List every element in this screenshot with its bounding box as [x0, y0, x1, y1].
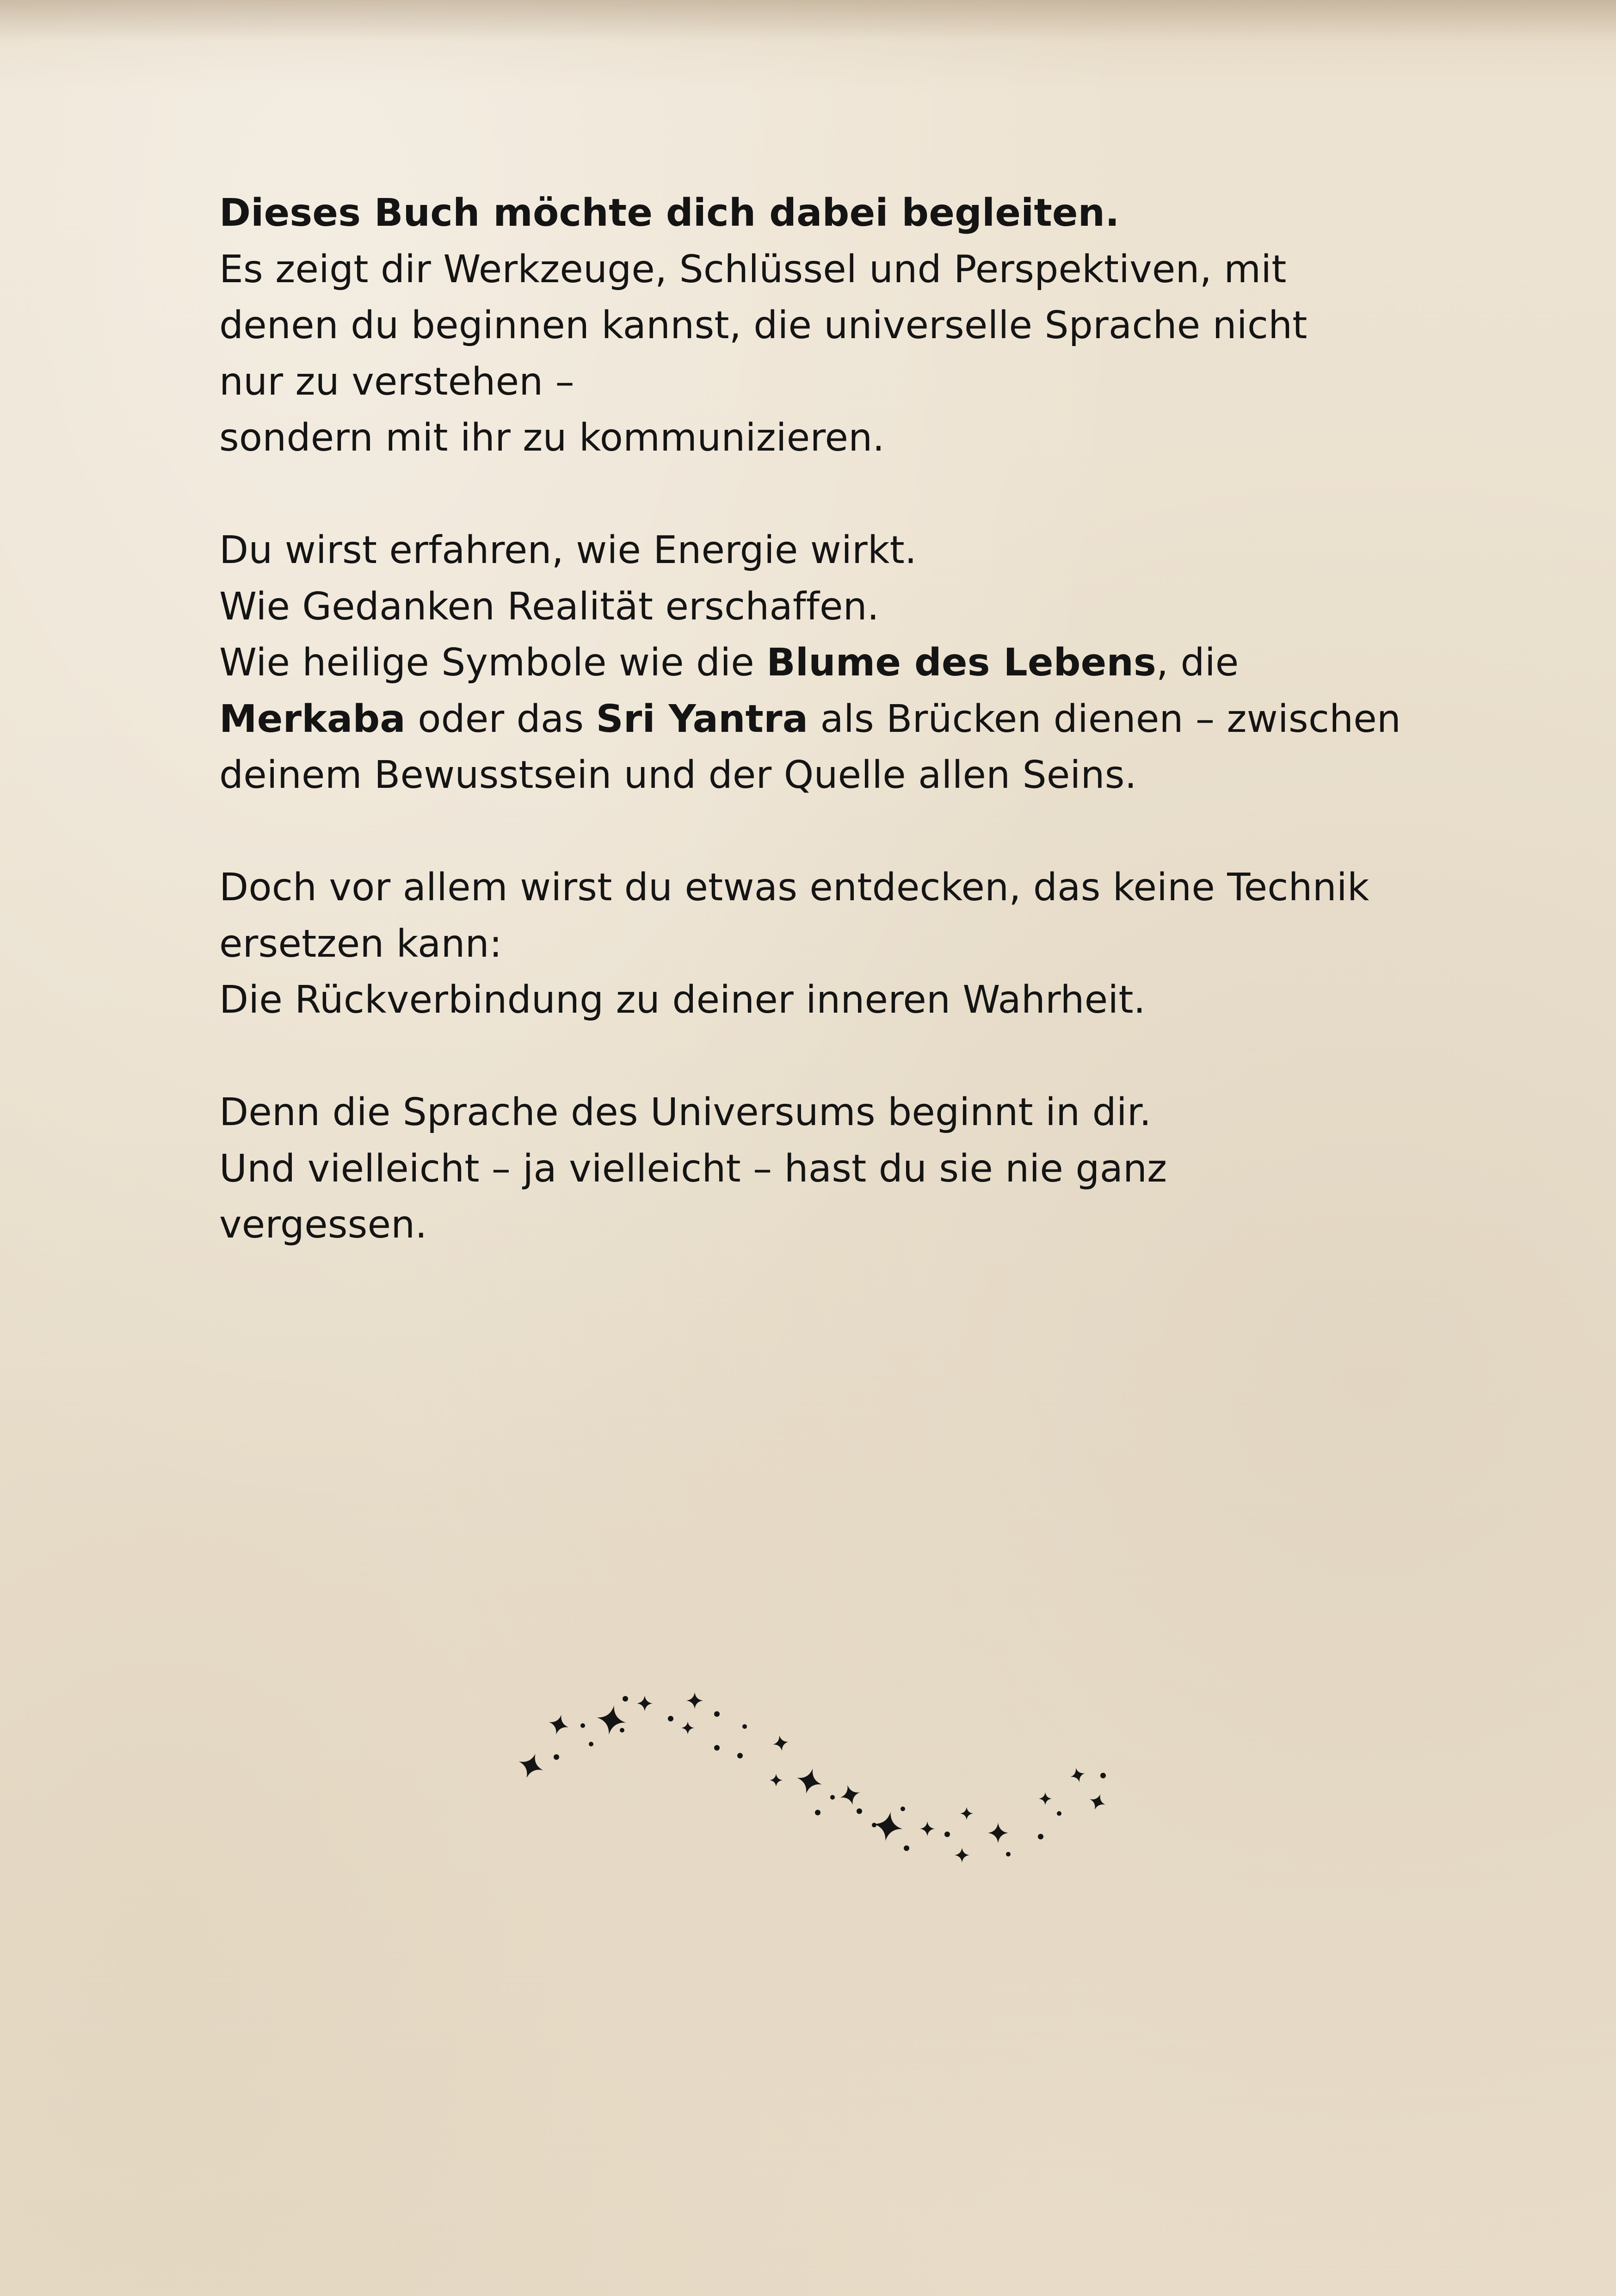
paper-top-shadow: [0, 0, 1616, 42]
paragraph-discovery: [219, 860, 1468, 1028]
intro-heading: Dieses Buch möchte dich dabei begleiten.: [219, 191, 1120, 235]
text-segment: oder das: [405, 697, 596, 741]
text-line: deinem Bewusstsein und der Quelle allen Seins.: [219, 753, 1137, 797]
text-line: Die Rückverbindung zu deiner inneren Wahrheit.: [219, 978, 1146, 1022]
text-line: Wie Gedanken Realität erschaffen.: [219, 584, 880, 629]
page-body-text: [219, 185, 1468, 1309]
text-line: Und vielleicht – ja vielleicht – hast du sie nie ganz: [219, 1146, 1167, 1191]
text-line: nur zu verstehen –: [219, 359, 574, 404]
text-line: sondern mit ihr zu kommunizieren.: [219, 416, 885, 460]
sparkle-group: [514, 1692, 1108, 1863]
text-line: Denn die Sprache des Universums beginnt in dir.: [219, 1090, 1152, 1134]
text-segment: als Brücken dienen – zwischen: [808, 697, 1401, 741]
text-line: Du wirst erfahren, wie Energie wirkt.: [219, 528, 917, 572]
bold-term-blume-des-lebens: Blume des Lebens: [766, 641, 1157, 685]
text-line: Es zeigt dir Werkzeuge, Schlüssel und Perspektiven, mit: [219, 247, 1287, 291]
bold-term-merkaba: Merkaba: [219, 697, 406, 741]
sparkle-trail-icon: [509, 1675, 1119, 1874]
text-line: denen du beginnen kannst, die universelle Sprache nicht: [219, 303, 1308, 347]
bold-term-sri-yantra: Sri Yantra: [596, 697, 808, 741]
text-line: ersetzen kann:: [219, 922, 502, 966]
text-line: Doch vor allem wirst du etwas entdecken, das keine Technik: [219, 866, 1369, 910]
paragraph-intro: [219, 185, 1468, 466]
text-line-symbols: [219, 691, 1468, 748]
text-line: vergessen.: [219, 1203, 427, 1247]
text-segment: Wie heilige Symbole wie die: [219, 641, 767, 685]
text-line-symbols: [219, 635, 1468, 691]
paragraph-closing: [219, 1084, 1468, 1253]
paragraph-energy: [219, 522, 1468, 804]
text-segment: , die: [1156, 641, 1239, 685]
